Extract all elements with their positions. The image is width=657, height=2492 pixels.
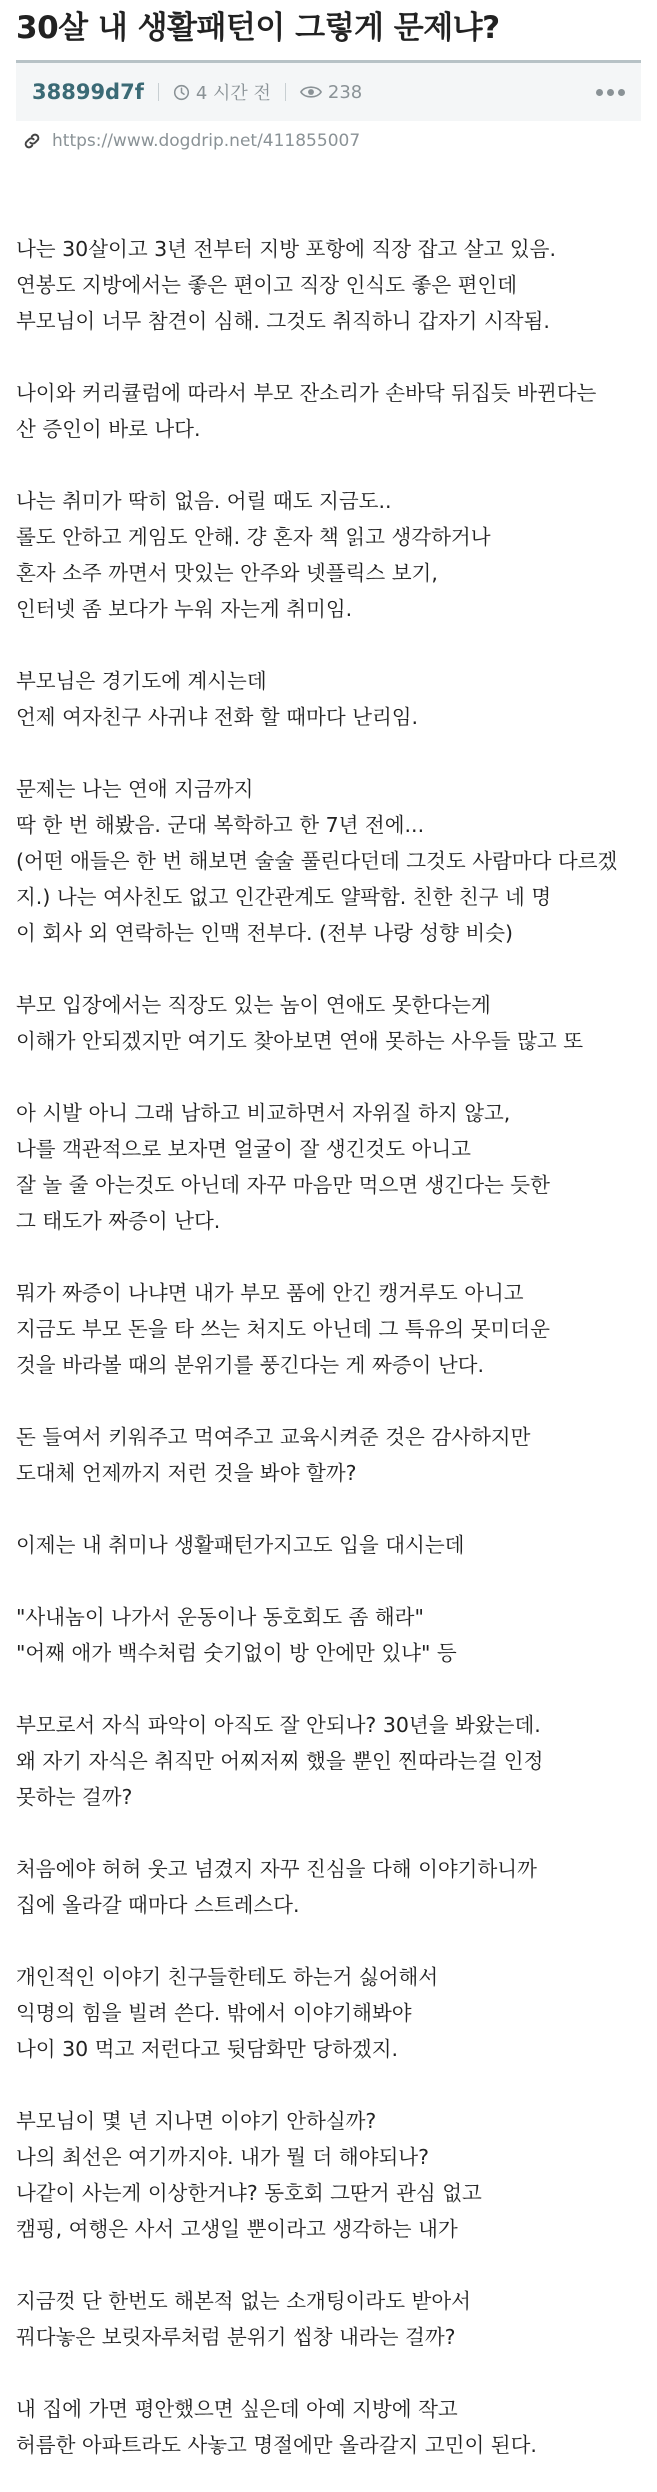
body-paragraph bbox=[16, 231, 641, 339]
body-line: (어떤 애들은 한 번 해보면 술술 풀린다던데 그것도 사람마다 다르겠 bbox=[16, 849, 618, 873]
body-line: 처음에야 허허 웃고 넘겼지 자꾸 진심을 다해 이야기하니까 bbox=[16, 1857, 537, 1881]
body-line: 잘 놀 줄 아는것도 아닌데 자꾸 마음만 먹으면 생긴다는 듯한 bbox=[16, 1173, 550, 1197]
body-paragraph bbox=[16, 2283, 641, 2355]
body-line: 롤도 안하고 게임도 안해. 걍 혼자 책 읽고 생각하거나 bbox=[16, 525, 491, 549]
body-paragraph bbox=[16, 1599, 641, 1671]
post-body bbox=[16, 231, 641, 2463]
author-name[interactable]: 38899d7f bbox=[32, 80, 144, 104]
body-line: 나이와 커리큘럼에 따라서 부모 잔소리가 손바닥 뒤집듯 바뀐다는 bbox=[16, 381, 597, 405]
body-line: 지금도 부모 돈을 타 쓰는 처지도 아닌데 그 특유의 못미더운 bbox=[16, 1317, 550, 1341]
body-line: 나의 최선은 여기까지야. 내가 뭘 더 해야되나? bbox=[16, 2145, 429, 2169]
body-paragraph bbox=[16, 987, 641, 1059]
body-paragraph bbox=[16, 1707, 641, 1815]
body-line: 집에 올라갈 때마다 스트레스다. bbox=[16, 1893, 300, 1917]
body-line: 왜 자기 자식은 취직만 어찌저찌 했을 뿐인 찐따라는걸 인정 bbox=[16, 1749, 544, 1773]
body-line: 그 태도가 짜증이 난다. bbox=[16, 1209, 221, 1233]
meta-divider bbox=[285, 83, 286, 101]
body-line: 부모님은 경기도에 계시는데 bbox=[16, 669, 267, 693]
body-line: 부모 입장에서는 직장도 있는 놈이 연애도 못한다는게 bbox=[16, 993, 491, 1017]
body-line: 허름한 아파트라도 사놓고 명절에만 올라갈지 고민이 된다. bbox=[16, 2433, 537, 2457]
body-line: 이 회사 외 연락하는 인맥 전부다. (전부 나랑 성향 비슷) bbox=[16, 921, 514, 945]
body-line: 내 집에 가면 평안했으면 싶은데 아예 지방에 작고 bbox=[16, 2397, 458, 2421]
post-views bbox=[300, 82, 362, 103]
body-line: 아 시발 아니 그래 남하고 비교하면서 자위질 하지 않고, bbox=[16, 1101, 511, 1125]
body-line: 혼자 소주 까면서 맛있는 안주와 넷플릭스 보기, bbox=[16, 561, 438, 585]
clock-icon bbox=[173, 84, 190, 101]
body-line: 나를 객관적으로 보자면 얼굴이 잘 생긴것도 아니고 bbox=[16, 1137, 471, 1161]
body-paragraph bbox=[16, 1851, 641, 1923]
body-line: "어째 애가 백수처럼 숫기없이 방 안에만 있냐" 등 bbox=[16, 1641, 457, 1665]
body-line: 꿔다놓은 보릿자루처럼 분위기 씹창 내라는 걸까? bbox=[16, 2325, 456, 2349]
body-line: 나는 취미가 딱히 없음. 어릴 때도 지금도.. bbox=[16, 489, 392, 513]
post-title: 30살 내 생활패턴이 그렇게 문제냐? bbox=[16, 10, 500, 46]
body-line: 문제는 나는 연애 지금까지 bbox=[16, 777, 254, 801]
body-paragraph bbox=[16, 771, 641, 951]
body-paragraph bbox=[16, 1527, 641, 1563]
body-line: 캠핑, 여행은 사서 고생일 뿐이라고 생각하는 내가 bbox=[16, 2217, 458, 2241]
post-time-text: 4 시간 전 bbox=[195, 83, 271, 104]
body-paragraph bbox=[16, 375, 641, 447]
body-line: "사내놈이 나가서 운동이나 동호회도 좀 해라" bbox=[16, 1605, 424, 1629]
body-line: 개인적인 이야기 친구들한테도 하는거 싫어해서 bbox=[16, 1965, 439, 1989]
body-line: 나이 30 먹고 저런다고 뒷담화만 당하겠지. bbox=[16, 2037, 399, 2061]
meta-divider bbox=[158, 83, 159, 101]
post-url[interactable]: https://www.dogdrip.net/411855007 bbox=[52, 131, 361, 151]
body-paragraph bbox=[16, 1095, 641, 1239]
body-line: 지금껏 단 한번도 해본적 없는 소개팅이라도 받아서 bbox=[16, 2289, 471, 2313]
body-line: 나같이 사는게 이상한거냐? 동호회 그딴거 관심 없고 bbox=[16, 2181, 482, 2205]
body-paragraph bbox=[16, 2103, 641, 2247]
body-line: 못하는 걸까? bbox=[16, 1785, 133, 1809]
body-line: 나는 30살이고 3년 전부터 지방 포항에 직장 잡고 살고 있음. bbox=[16, 237, 556, 261]
more-options-icon[interactable] bbox=[596, 89, 625, 96]
body-line: 익명의 힘을 빌려 쓴다. 밖에서 이야기해봐야 bbox=[16, 2001, 412, 2025]
post-time bbox=[173, 79, 271, 105]
body-line: 것을 바라볼 때의 분위기를 풍긴다는 게 짜증이 난다. bbox=[16, 1353, 484, 1377]
body-line: 연봉도 지방에서는 좋은 편이고 직장 인식도 좋은 편인데 bbox=[16, 273, 518, 297]
body-paragraph bbox=[16, 1275, 641, 1383]
body-line: 이제는 내 취미나 생활패턴가지고도 입을 대시는데 bbox=[16, 1533, 465, 1557]
link-icon bbox=[22, 131, 42, 151]
body-line: 인터넷 좀 보다가 누워 자는게 취미임. bbox=[16, 597, 353, 621]
post-meta-bar bbox=[16, 60, 641, 121]
body-line: 부모님이 몇 년 지나면 이야기 안하실까? bbox=[16, 2109, 377, 2133]
body-line: 뭐가 짜증이 나냐면 내가 부모 품에 안긴 캥거루도 아니고 bbox=[16, 1281, 524, 1305]
body-line: 돈 들여서 키워주고 먹여주고 교육시켜준 것은 감사하지만 bbox=[16, 1425, 531, 1449]
body-line: 부모님이 너무 참견이 심해. 그것도 취직하니 갑자기 시작됨. bbox=[16, 309, 550, 333]
body-paragraph bbox=[16, 663, 641, 735]
eye-icon bbox=[300, 84, 322, 100]
body-line: 딱 한 번 해봤음. 군대 복학하고 한 7년 전에... bbox=[16, 813, 425, 837]
body-line: 언제 여자친구 사귀냐 전화 할 때마다 난리임. bbox=[16, 705, 419, 729]
body-paragraph bbox=[16, 2391, 641, 2463]
post-url-row[interactable] bbox=[16, 131, 641, 151]
body-line: 산 증인이 바로 나다. bbox=[16, 417, 201, 441]
body-line: 부모로서 자식 파악이 아직도 잘 안되나? 30년을 봐왔는데. bbox=[16, 1713, 541, 1737]
body-line: 도대체 언제까지 저런 것을 봐야 할까? bbox=[16, 1461, 357, 1485]
body-line: 지.) 나는 여사친도 없고 인간관계도 얄팍함. 친한 친구 네 명 bbox=[16, 885, 552, 909]
body-paragraph bbox=[16, 483, 641, 627]
body-line: 이해가 안되겠지만 여기도 찾아보면 연애 못하는 사우들 많고 또 bbox=[16, 1029, 584, 1053]
body-paragraph bbox=[16, 1959, 641, 2067]
body-paragraph bbox=[16, 1419, 641, 1491]
post-views-count: 238 bbox=[327, 81, 363, 103]
